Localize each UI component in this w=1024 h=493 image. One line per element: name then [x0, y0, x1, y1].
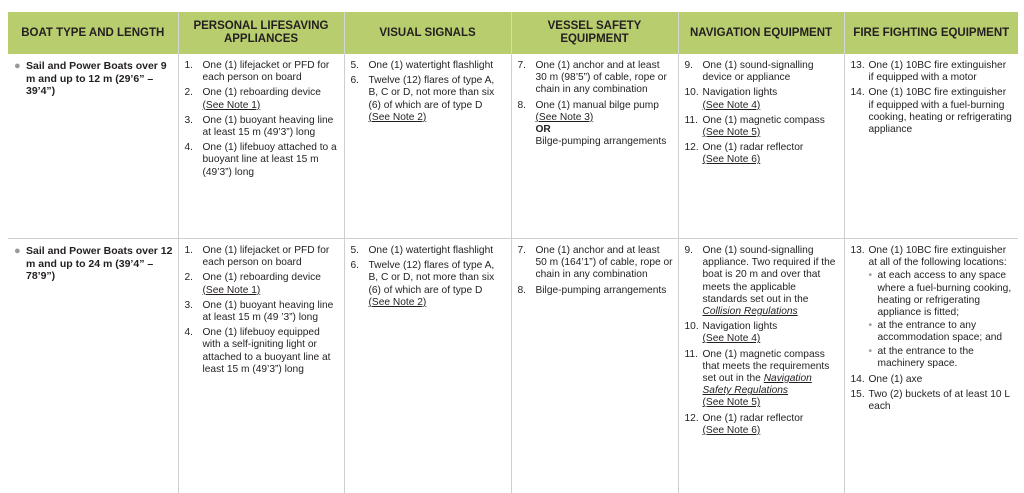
- header-navigation: NAVIGATION EQUIPMENT: [678, 12, 844, 54]
- list-item: 14. One (1) axe: [851, 374, 1015, 386]
- note-link[interactable]: (See Note 1): [203, 100, 261, 111]
- header-row: [8, 12, 1018, 54]
- list-item: 12. One (1) radar reflector (See Note 6): [685, 413, 840, 437]
- header-lifesaving: PERSONAL LIFESAVING APPLIANCES: [178, 12, 344, 54]
- list-item: 1. One (1) lifejacket or PFD for each person on board: [185, 245, 340, 269]
- list-item: 13. One (1) 10BC fire extinguisher if equipped with a motor: [851, 60, 1015, 84]
- list-item: 3. One (1) buoyant heaving line at least 15 m (49 ’3”) long: [185, 300, 340, 324]
- list-item: 2. One (1) reboarding device (See Note 1): [185, 87, 340, 111]
- list-item: 15. Two (2) buckets of at least 10 L each: [851, 389, 1015, 413]
- list-item: 3. One (1) buoyant heaving line at least 15 m (49’3”) long: [185, 115, 340, 139]
- header-boat-type: BOAT TYPE AND LENGTH: [8, 12, 178, 54]
- visual-signals-cell: [344, 54, 511, 239]
- list-item: 11. One (1) magnetic compass (See Note 5): [685, 115, 840, 139]
- note-link[interactable]: (See Note 2): [369, 297, 427, 308]
- list-item: 8. Bilge-pumping arrangements: [518, 285, 674, 297]
- location-item: • at each access to any space where a fuel-burning cooking, heating or refrigerating appliance is fitted;: [869, 270, 1015, 319]
- vessel-safety-cell: [511, 239, 678, 493]
- list-item: 5. One (1) watertight flashlight: [351, 60, 507, 72]
- bullet-icon: ●: [14, 60, 26, 98]
- note-link[interactable]: (See Note 2): [369, 112, 427, 123]
- list-item: 7. One (1) anchor and at least 50 m (164’1”) of cable, rope or chain in any combination: [518, 245, 674, 282]
- or-label: OR: [536, 124, 551, 135]
- note-link[interactable]: (See Note 3): [536, 112, 594, 123]
- vessel-safety-cell: [511, 54, 678, 239]
- list-item: 10. Navigation lights (See Note 4): [685, 87, 840, 111]
- list-item: 6. Twelve (12) flares of type A, B, C or D, not more than six (6) of which are of type D (See Note 2): [351, 75, 507, 124]
- note-link[interactable]: (See Note 5): [703, 127, 761, 138]
- location-item: • at the entrance to any accommodation space; and: [869, 320, 1015, 344]
- note-link[interactable]: (See Note 6): [703, 425, 761, 436]
- navigation-cell: [678, 239, 844, 493]
- note-link[interactable]: (See Note 4): [703, 100, 761, 111]
- list-item: 4. One (1) lifebuoy equipped with a self-igniting light or attached to a buoyant line at least 15 m (49’3”) long: [185, 327, 340, 376]
- note-link[interactable]: (See Note 6): [703, 154, 761, 165]
- list-item: 1. One (1) lifejacket or PFD for each person on board: [185, 60, 340, 84]
- header-fire-fighting: FIRE FIGHTING EQUIPMENT: [844, 12, 1018, 54]
- table-row: [8, 239, 1018, 493]
- list-item: 4. One (1) lifebuoy attached to a buoyant line at least 15 m (49’3”) long: [185, 142, 340, 179]
- dot-icon: •: [869, 270, 878, 319]
- header-vessel-safety: VESSEL SAFETY EQUIPMENT: [511, 12, 678, 54]
- list-item: 9. One (1) sound-signalling device or appliance: [685, 60, 840, 84]
- regulation-link[interactable]: Navigation Safety Regulations: [703, 373, 812, 396]
- list-item: 8. One (1) manual bilge pump (See Note 3) OR Bilge-pumping arrangements: [518, 100, 674, 149]
- boat-type-cell: [8, 54, 178, 239]
- boat-type-label: Sail and Power Boats over 12 m and up to 24 m (39’4” – 78’9”): [26, 245, 174, 283]
- dot-icon: •: [869, 346, 878, 370]
- location-item: • at the entrance to the machinery space.: [869, 346, 1015, 370]
- note-link[interactable]: (See Note 1): [203, 285, 261, 296]
- note-link[interactable]: (See Note 5): [703, 397, 761, 408]
- lifesaving-cell: [178, 54, 344, 239]
- note-link[interactable]: (See Note 4): [703, 333, 761, 344]
- list-item: 6. Twelve (12) flares of type A, B, C or D, not more than six (6) of which are of type D (See Note 2): [351, 260, 507, 309]
- table-row: [8, 54, 1018, 239]
- dot-icon: •: [869, 320, 878, 344]
- list-item: 5. One (1) watertight flashlight: [351, 245, 507, 257]
- list-item: 13. One (1) 10BC fire extinguisher at all of the following locations: • at each access to any space where a fuel-burning cooking, heating or refrigerating appliance is fitted; • at the entrance to any accommodation space; and • at the entrance to the machinery space.: [851, 245, 1015, 371]
- lifesaving-cell: [178, 239, 344, 493]
- list-item: 14. One (1) 10BC fire extinguisher if equipped with a fuel-burning cooking, heating or refrigerating appliance: [851, 87, 1015, 136]
- list-item: 9. One (1) sound-signalling appliance. Two required if the boat is 20 m and over that meets the applicable standards set out in the Collision Regulations: [685, 245, 840, 318]
- regulation-link[interactable]: Collision Regulations: [703, 306, 798, 317]
- list-item: 11. One (1) magnetic compass that meets the requirements set out in the Navigation Safety Regulations (See Note 5): [685, 349, 840, 410]
- fire-fighting-cell: [844, 239, 1018, 493]
- list-item: 12. One (1) radar reflector (See Note 6): [685, 142, 840, 166]
- visual-signals-cell: [344, 239, 511, 493]
- boat-type-label: Sail and Power Boats over 9 m and up to 12 m (29’6” – 39’4”): [26, 60, 174, 98]
- fire-fighting-cell: [844, 54, 1018, 239]
- navigation-cell: [678, 54, 844, 239]
- header-visual-signals: VISUAL SIGNALS: [344, 12, 511, 54]
- boat-type-cell: [8, 239, 178, 493]
- list-item: 10. Navigation lights (See Note 4): [685, 321, 840, 345]
- list-item: 2. One (1) reboarding device (See Note 1): [185, 272, 340, 296]
- bullet-icon: ●: [14, 245, 26, 283]
- safety-equipment-table: [8, 12, 1018, 493]
- list-item: 7. One (1) anchor and at least 30 m (98’5”) of cable, rope or chain in any combination: [518, 60, 674, 97]
